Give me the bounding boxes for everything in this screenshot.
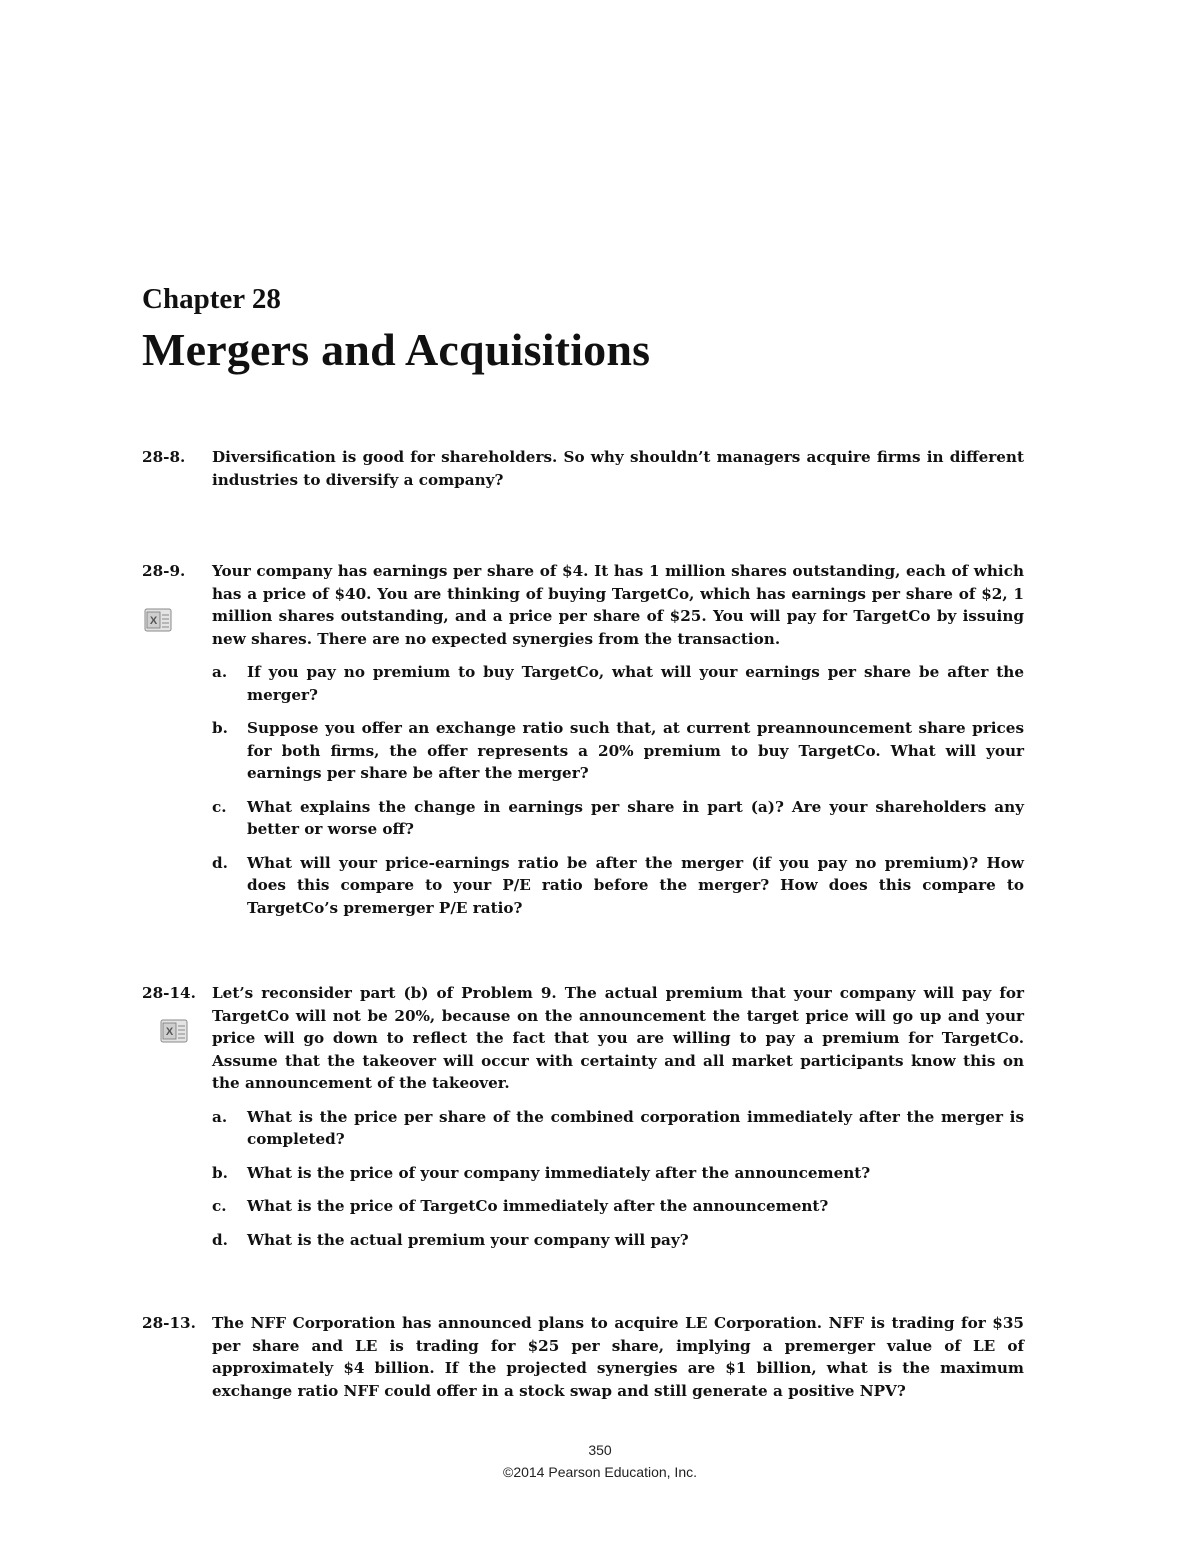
part-text: What is the price of your company immediately after the announcement? xyxy=(247,1163,871,1182)
part-letter: a. xyxy=(212,1107,228,1126)
excel-spreadsheet-icon[interactable] xyxy=(144,607,176,633)
excel-spreadsheet-icon[interactable] xyxy=(160,1018,192,1044)
problem-number: 28-14. xyxy=(142,984,196,1002)
part-letter: b. xyxy=(212,1163,228,1182)
problem-part xyxy=(212,1106,1024,1151)
problem-part xyxy=(212,1162,1024,1185)
part-text: What is the price of TargetCo immediately after the announcement? xyxy=(247,1197,829,1215)
part-text: What is the price per share of the combined corporation immediately after the merger is completed? xyxy=(247,1107,1024,1148)
problem-number: 28-13. xyxy=(142,1314,196,1332)
problem-part xyxy=(212,796,1024,841)
problem-text: Diversification is good for shareholders. So why shouldn’t managers acquire firms in different industries to diversify a company? xyxy=(212,448,1024,489)
problem-part xyxy=(212,852,1024,920)
part-letter: a. xyxy=(212,663,228,681)
chapter-label: Chapter 28 xyxy=(142,283,281,315)
problem-part xyxy=(212,661,1024,706)
problem-text: The NFF Corporation has announced plans to acquire LE Corporation. NFF is trading for $35 per share and LE is trading for $25 per share, implying a premerger value of LE of approximately $4 billion. If the projected synergies are $1 billion, what is the maximum exchange ratio NFF could offer in a stock swap and still generate a positive NPV? xyxy=(212,1314,1024,1400)
copyright-notice: ©2014 Pearson Education, Inc. xyxy=(503,1464,697,1480)
part-text: What will your price-earnings ratio be after the merger (if you pay no premium)? How does this compare to your P/E ratio before the merger? How does this compare to TargetCo’s premerger P/E ratio? xyxy=(247,853,1024,917)
part-letter: d. xyxy=(212,1230,228,1249)
problem-part xyxy=(212,717,1024,785)
problem-parts xyxy=(212,661,1024,919)
problem-number: 28-8. xyxy=(142,448,186,466)
part-text: What is the actual premium your company will pay? xyxy=(247,1230,689,1249)
part-letter: d. xyxy=(212,853,228,872)
part-text: What explains the change in earnings per share in part (a)? Are your shareholders any better or worse off? xyxy=(247,797,1024,838)
problem-28-9 xyxy=(142,560,1024,930)
chapter-title: Mergers and Acquisitions xyxy=(142,324,651,375)
problem-28-13 xyxy=(142,1312,1024,1402)
problem-text: Let’s reconsider part (b) of Problem 9. The actual premium that your company will pay for TargetCo will not be 20%, because on the announcement the target price will go up and your price will go down to reflect the fact that you are willing to pay a premium for TargetCo. Assume that the takeover will occur with certainty and all market participants know this on the announcement of the takeover. xyxy=(212,984,1024,1092)
part-letter: c. xyxy=(212,1197,227,1215)
part-text: Suppose you offer an exchange ratio such that, at current preannouncement share prices for both firms, the offer represents a 20% premium to buy TargetCo. What will your earnings per share be after the merger? xyxy=(247,719,1024,782)
problem-text: Your company has earnings per share of $4. It has 1 million shares outstanding, each of which has a price of $40. You are thinking of buying TargetCo, which has earnings per share of $2, 1 million shares outstanding, and a price per share of $25. You will pay for TargetCo by issuing new shares. There are no expected synergies from the transaction. xyxy=(212,562,1024,648)
page-number: 350 xyxy=(588,1442,612,1458)
part-letter: b. xyxy=(212,719,228,737)
svg-text:X: X xyxy=(165,1026,174,1038)
part-text: If you pay no premium to buy TargetCo, what will your earnings per share be after the merger? xyxy=(247,663,1024,704)
problem-28-8 xyxy=(142,446,1024,491)
problem-part xyxy=(212,1229,1024,1252)
svg-text:X: X xyxy=(149,615,158,627)
problem-28-14 xyxy=(142,982,1024,1262)
problem-number: 28-9. xyxy=(142,562,186,580)
part-letter: c. xyxy=(212,797,227,816)
problem-parts xyxy=(212,1106,1024,1252)
problem-part xyxy=(212,1195,1024,1218)
